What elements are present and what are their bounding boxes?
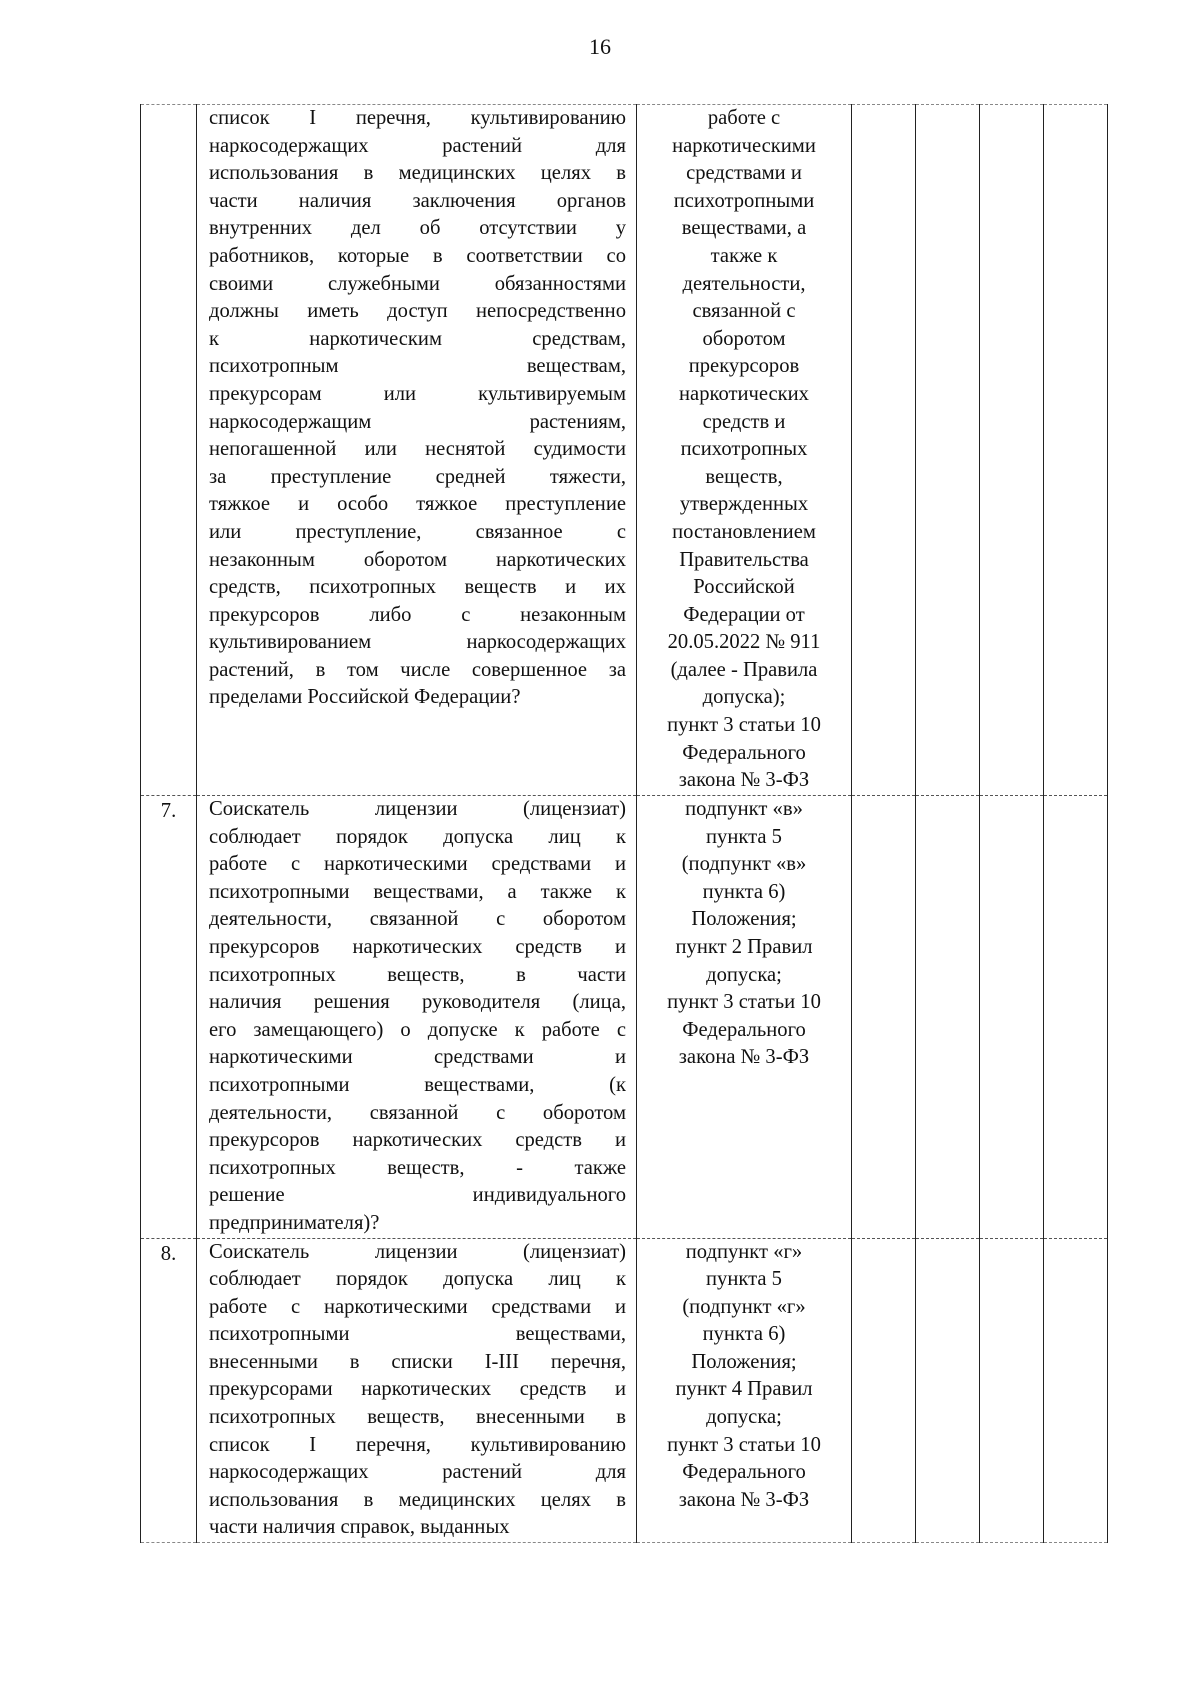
requirement-line: решение индивидуального bbox=[209, 1184, 626, 1207]
requirement-line: растений, в том числе совершенное за bbox=[209, 658, 626, 681]
requirement-line: список I перечня, культивированию bbox=[209, 1433, 626, 1456]
reference-line: допуска; bbox=[706, 1406, 782, 1429]
item-number: 7. bbox=[141, 796, 197, 1239]
reference-line: пункт 2 Правил bbox=[675, 935, 813, 958]
requirement-line: внесенными в списки I-III перечня, bbox=[209, 1350, 626, 1373]
requirement-line: незаконным оборотом наркотических bbox=[209, 548, 626, 571]
reference-line: Федерации от bbox=[683, 603, 805, 626]
reference-line: (далее - Правила bbox=[670, 658, 818, 681]
requirement-line: за преступление средней тяжести, bbox=[209, 465, 626, 488]
reference-line: пункта 5 bbox=[706, 1268, 782, 1291]
requirement-text bbox=[197, 1238, 637, 1543]
requirement-line: наркосодержащих растений для bbox=[209, 134, 626, 157]
requirement-line: наркосодержащим растениям, bbox=[209, 410, 626, 433]
answer-cell bbox=[852, 796, 916, 1239]
requirement-line: своими служебными обязанностями bbox=[209, 272, 626, 295]
table-row bbox=[141, 105, 1108, 796]
reference-line: также к bbox=[710, 244, 778, 267]
page-number: 16 bbox=[589, 34, 611, 59]
legal-reference bbox=[637, 796, 852, 1239]
reference-line: средств и bbox=[702, 410, 786, 433]
reference-line: Федерального bbox=[682, 741, 806, 764]
reference-line: психотропными bbox=[673, 189, 815, 212]
reference-line: связанной с bbox=[692, 300, 796, 323]
reference-line: пункт 3 статьи 10 bbox=[667, 1433, 821, 1456]
reference-line: подпункт «г» bbox=[685, 1240, 803, 1263]
requirement-line: тяжкое и особо тяжкое преступление bbox=[209, 493, 626, 516]
reference-line: средствами и bbox=[686, 162, 802, 185]
reference-line: пункта 6) bbox=[702, 1323, 786, 1346]
requirement-line: наркосодержащих растений для bbox=[209, 1461, 626, 1484]
reference-line: психотропных bbox=[680, 438, 808, 461]
reference-line: деятельности, bbox=[682, 272, 806, 295]
requirement-line: прекурсоров либо с незаконным bbox=[209, 603, 626, 626]
requirement-line: психотропным веществам, bbox=[209, 355, 626, 378]
requirement-line: деятельности, связанной с оборотом bbox=[209, 1101, 626, 1124]
legal-reference bbox=[637, 1238, 852, 1543]
requirement-text bbox=[197, 105, 637, 796]
reference-line: допуска); bbox=[702, 686, 786, 709]
requirement-line: соблюдает порядок допуска лиц к bbox=[209, 825, 626, 848]
reference-line: работе с bbox=[707, 107, 781, 129]
requirement-line: психотропными веществами, (к bbox=[209, 1073, 626, 1096]
answer-cell bbox=[852, 105, 916, 796]
requirement-line: пределами Российской Федерации? bbox=[209, 686, 521, 709]
requirement-line: внутренних дел об отсутствии у bbox=[209, 217, 626, 240]
reference-line: допуска; bbox=[706, 963, 782, 986]
requirement-line: психотропных веществ, в части bbox=[209, 963, 626, 986]
requirement-line: прекурсорам или культивируемым bbox=[209, 382, 626, 405]
requirement-line: прекурсоров наркотических средств и bbox=[209, 1129, 626, 1152]
reference-line: Федерального bbox=[682, 1461, 806, 1484]
requirement-line: наличия решения руководителя (лица, bbox=[209, 991, 626, 1014]
requirement-line: Соискатель лицензии (лицензиат) bbox=[209, 1240, 626, 1263]
item-number bbox=[141, 105, 197, 796]
answer-cell bbox=[916, 1238, 980, 1543]
requirement-line: психотропных веществ, - также bbox=[209, 1156, 626, 1179]
item-number: 8. bbox=[141, 1238, 197, 1543]
reference-line: закона № 3-ФЗ bbox=[678, 769, 810, 792]
table-row bbox=[141, 796, 1108, 1239]
reference-line: веществами, а bbox=[681, 217, 807, 240]
answer-cell bbox=[852, 1238, 916, 1543]
requirement-line: использования в медицинских целях в bbox=[209, 162, 626, 185]
answer-cell bbox=[980, 796, 1044, 1239]
reference-line: Федерального bbox=[682, 1018, 806, 1041]
reference-line: пункта 5 bbox=[706, 825, 782, 848]
requirement-line: части наличия справок, выданных bbox=[209, 1516, 510, 1539]
reference-line: подпункт «в» bbox=[685, 798, 803, 820]
reference-line: оборотом bbox=[702, 327, 786, 350]
requirement-line: Соискатель лицензии (лицензиат) bbox=[209, 798, 626, 820]
requirement-line: части наличия заключения органов bbox=[209, 189, 626, 212]
answer-cell bbox=[916, 796, 980, 1239]
reference-line: прекурсоров bbox=[688, 355, 800, 378]
requirement-line: его замещающего) о допуске к работе с bbox=[209, 1018, 626, 1041]
requirement-line: или преступление, связанное с bbox=[209, 520, 626, 543]
reference-line: закона № 3-ФЗ bbox=[678, 1046, 810, 1069]
requirement-line: деятельности, связанной с оборотом bbox=[209, 908, 626, 931]
requirement-line: культивированием наркосодержащих bbox=[209, 631, 626, 654]
requirement-line: должны иметь доступ непосредственно bbox=[209, 300, 626, 323]
table-row bbox=[141, 1238, 1108, 1543]
reference-line: веществ, bbox=[705, 465, 783, 488]
reference-line: Положения; bbox=[691, 908, 797, 931]
reference-line: Положения; bbox=[691, 1350, 797, 1373]
answer-cell bbox=[1044, 1238, 1108, 1543]
requirement-line: работе с наркотическими средствами и bbox=[209, 853, 626, 876]
requirement-line: непогашенной или неснятой судимости bbox=[209, 438, 626, 461]
answer-cell bbox=[1044, 796, 1108, 1239]
requirement-line: работников, которые в соответствии со bbox=[209, 244, 626, 267]
requirement-text bbox=[197, 796, 637, 1239]
requirement-line: прекурсорами наркотических средств и bbox=[209, 1378, 626, 1401]
reference-line: 20.05.2022 № 911 bbox=[667, 631, 821, 654]
reference-line: пункт 3 статьи 10 bbox=[667, 991, 821, 1014]
reference-line: наркотических bbox=[679, 382, 809, 405]
reference-line: Правительства bbox=[679, 548, 809, 571]
reference-line: пункта 6) bbox=[702, 880, 786, 903]
reference-line: (подпункт «г» bbox=[682, 1295, 806, 1318]
requirement-line: прекурсоров наркотических средств и bbox=[209, 935, 626, 958]
answer-cell bbox=[980, 1238, 1044, 1543]
legal-reference bbox=[637, 105, 852, 796]
reference-line: Российской bbox=[693, 576, 795, 599]
requirement-line: наркотическими средствами и bbox=[209, 1046, 626, 1069]
requirement-line: средств, психотропных веществ и их bbox=[209, 576, 626, 599]
requirement-line: использования в медицинских целях в bbox=[209, 1488, 626, 1511]
reference-line: пункт 4 Правил bbox=[675, 1378, 813, 1401]
requirement-line: список I перечня, культивированию bbox=[209, 107, 626, 129]
answer-cell bbox=[916, 105, 980, 796]
answer-cell bbox=[1044, 105, 1108, 796]
reference-line: пункт 3 статьи 10 bbox=[667, 714, 821, 737]
reference-line: наркотическими bbox=[672, 134, 816, 157]
checklist-table bbox=[140, 104, 1108, 1543]
reference-line: закона № 3-ФЗ bbox=[678, 1488, 810, 1511]
requirement-line: к наркотическим средствам, bbox=[209, 327, 626, 350]
requirement-line: психотропных веществ, внесенными в bbox=[209, 1406, 626, 1429]
requirement-line: работе с наркотическими средствами и bbox=[209, 1295, 626, 1318]
requirement-line: соблюдает порядок допуска лиц к bbox=[209, 1268, 626, 1291]
requirement-line: психотропными веществами, а также к bbox=[209, 880, 626, 903]
reference-line: (подпункт «в» bbox=[681, 853, 807, 876]
requirement-line: психотропными веществами, bbox=[209, 1323, 626, 1346]
answer-cell bbox=[980, 105, 1044, 796]
reference-line: утвержденных bbox=[679, 493, 809, 516]
reference-line: постановлением bbox=[672, 520, 816, 543]
requirement-line: предпринимателя)? bbox=[209, 1211, 380, 1234]
